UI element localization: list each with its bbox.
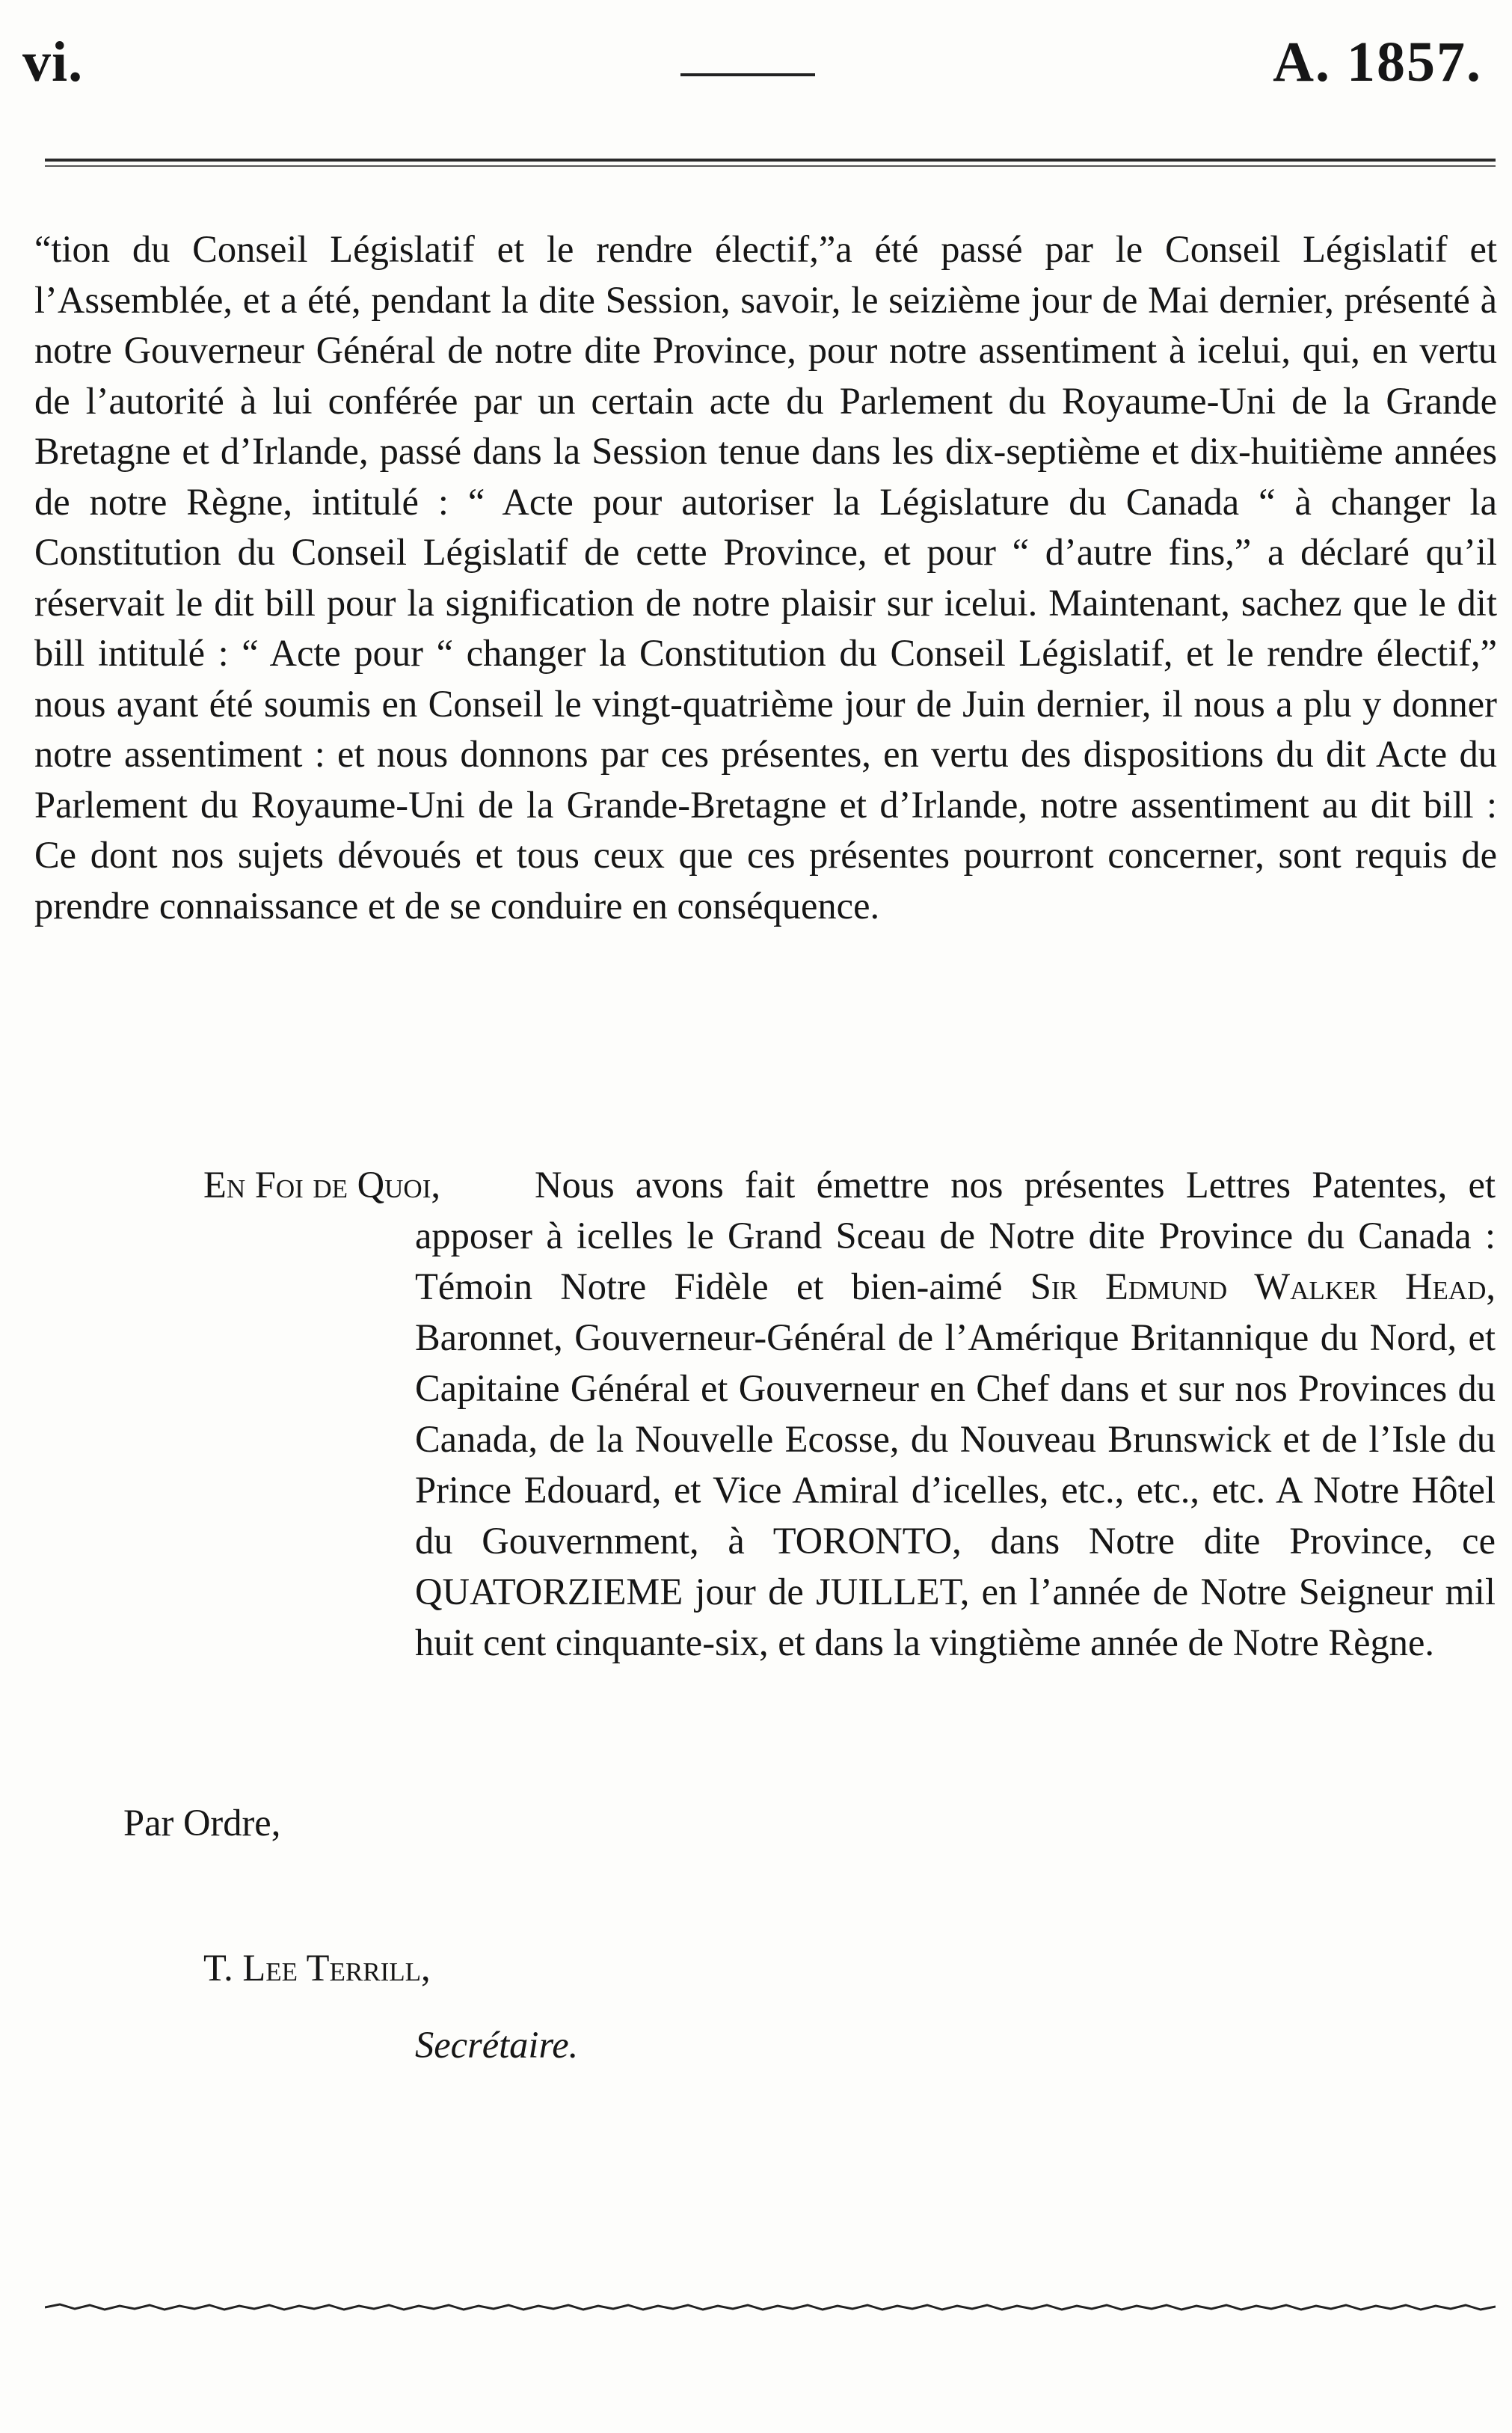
attestation-block (203, 1159, 1496, 1668)
header-dash (680, 73, 815, 76)
page-number: vi. (22, 31, 84, 93)
attestation-text-1: Nous avons fait émettre nos présentes Lettres Patentes, et apposer à icelles le Grand Sceau de Notre dite Province du Canada : Témoin Notre Fidèle et bien-aimé (415, 1164, 1496, 1307)
running-year: A. 1857. (1273, 31, 1482, 93)
body-paragraph: “tion du Conseil Législatif et le rendre électif,”a été passé par le Conseil Législatif et l’Assemblée, et a été, pendant la dite Session, savoir, le seizième jour de Mai dernier, présenté à notre Gouverneur Général de notre dite Province, pour notre assentiment à icelui, qui, en vertu de l’autorité à lui conférée par un certain acte du Parlement du Royaume-Uni de la Grande Bretagne et d’Irlande, passé dans la Session tenue dans les dix-septième et dix-huitième années de notre Règne, intitulé : “ Acte pour autoriser la Législature du Canada “ à changer la Constitution du Conseil Législatif de cette Province, et pour “ d’autre fins,” a déclaré qu’il réservait le dit bill pour la signification de notre plaisir sur icelui. Maintenant, sachez que le dit bill intitulé : “ Acte pour “ changer la Constitution du Conseil Législatif, et le rendre électif,” nous ayant été soumis en Conseil le vingt-quatrième jour de Juin dernier, il nous a plu y donner notre assentiment : et nous donnons par ces présentes, en vertu des dispositions du dit Acte du Parlement du Royaume-Uni de la Grande-Bretagne et d’Irlande, notre assentiment au dit bill : Ce dont nos sujets dévoués et tous ceux que ces présentes pourront concerner, sont requis de prendre connaissance et de se conduire en conséquence. (34, 228, 1497, 927)
attestation-lead: En Foi de Quoi, (203, 1164, 440, 1206)
attestation-text-2: Baronnet, Gouverneur-Général de l’Amérique Britannique du Nord, et Capitaine Général et Gouverneur en Chef dans et sur nos Provinces du Canada, de la Nouvelle Ecosse, du Nouveau Brunswick et de l’Isle du Prince Edouard, et Vice Amiral d’icelles, etc., etc., etc. A Notre Hôtel du Gouvernment, à TORONTO, dans Notre dite Province, ce QUATORZIEME jour de JUILLET, en l’année de Notre Seigneur mil huit cent cinquante-six, et dans la vingtième année de Notre Règne. (415, 1316, 1496, 1663)
page-header (22, 30, 1490, 112)
top-rule (45, 159, 1496, 169)
governor-name: Sir Edmund Walker Head, (1030, 1265, 1496, 1307)
signer-name: T. Lee Terrill, (203, 1947, 431, 1989)
signer-title: Secrétaire. (415, 2024, 579, 2066)
par-ordre: Par Ordre, (123, 1802, 281, 1844)
attestation-text (415, 1159, 1496, 1668)
bottom-rule (45, 2300, 1496, 2315)
